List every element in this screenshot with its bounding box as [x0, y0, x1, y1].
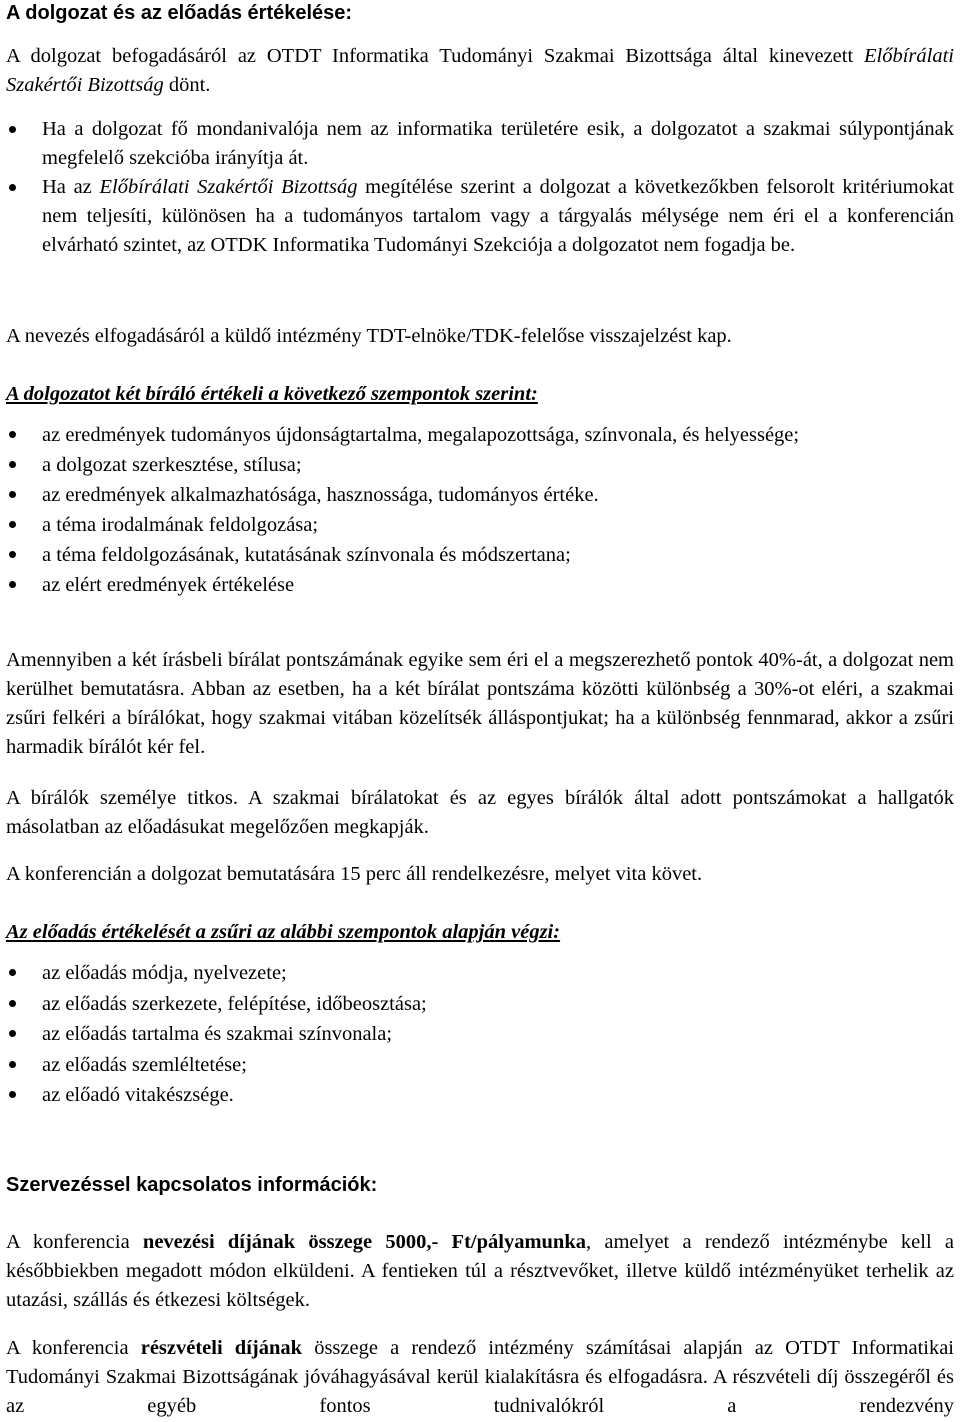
intro-text-a: A dolgozat befogadásáról az OTDT Informatika Tudományi Szakmai Bizottsága által kinevezett: [6, 45, 865, 67]
participation-text-a: A konferencia: [6, 1337, 141, 1359]
bullet-icon: [9, 184, 16, 191]
bullet-text: Ha a dolgozat fő mondanivalója nem az informatika területére esik, a dolgozatot a szakmai súlypontjának megfelelő szekcióba irányítja át.: [42, 118, 954, 169]
scoring-paragraph: Amennyiben a két írásbeli bírálat pontszámának egyike sem éri el a megszerezhető pontok 40%-át, a dolgozat nem kerülhet bemutatásra. Abban az esetben, ha a két bírálat pontszáma közötti különbség a 30%-ot eléri, a szakmai zsűri felkéri a bírálókat, hogy szakmai vitában közelítsék álláspontjukat; ha a különbség fennmarad, akkor a zsűri harmadik bírálót kér fel.: [6, 649, 954, 758]
criterion-text: a téma irodalmának feldolgozása;: [42, 514, 319, 536]
bullet-icon: [9, 126, 16, 133]
criterion-text: az eredmények tudományos újdonságtartalma, megalapozottsága, színvonala, és helyessége;: [42, 424, 800, 446]
criterion-text: az eredmények alkalmazhatósága, hasznossága, tudományos értéke.: [42, 484, 599, 506]
criterion-text: a dolgozat szerkesztése, stílusa;: [42, 454, 302, 476]
bullet-icon: [9, 491, 16, 498]
criterion-text: az elért eredmények értékelése: [42, 574, 295, 596]
fee-amount-text: nevezési díjának összege 5000,- Ft/pályamunka: [142, 1231, 586, 1253]
criterion-text: az előadás szerkezete, felépítése, időbeosztása;: [42, 992, 427, 1015]
bullet-icon: [9, 581, 16, 588]
criterion-text: a téma feldolgozásának, kutatásának színvonala és módszertana;: [42, 544, 571, 566]
criterion-text: az előadó vitakészsége.: [42, 1084, 234, 1106]
participation-fee-label: részvételi díjának: [140, 1337, 303, 1359]
criterion-text: az előadás tartalma és szakmai színvonala;: [42, 1023, 393, 1045]
presentation-criteria-heading: Az előadás értékelését a zsűri az alábbi szempontok alapján végzi:: [6, 921, 561, 943]
bullet-icon: [9, 1091, 16, 1098]
list-item: [6, 570, 954, 600]
list-item: [6, 958, 954, 989]
list-item: [6, 173, 954, 260]
list-item: [6, 540, 954, 570]
acceptance-paragraph: A nevezés elfogadásáról a küldő intézmény TDT-elnöke/TDK-felelőse visszajelzést kap.: [6, 325, 732, 347]
bullet-committee-name: Előbírálati Szakértői Bizottság: [99, 176, 358, 198]
list-item: [6, 450, 954, 480]
bullet-icon: [9, 431, 16, 438]
anonymity-paragraph: A bírálók személye titkos. A szakmai bírálatokat és az egyes bírálók által adott pontszámokat a hallgatók másolatban az előadásukat megelőzően megkapják.: [6, 787, 954, 838]
bullet-icon: [9, 1030, 16, 1037]
list-item: [6, 420, 954, 450]
list-item: [6, 480, 954, 510]
bullet-icon: [9, 521, 16, 528]
list-item: [6, 1019, 954, 1050]
intro-committee-name: Előbírálati Szakértői Bizottság: [6, 45, 954, 96]
bullet-icon: [9, 461, 16, 468]
bullet-text-a: Ha az: [42, 176, 100, 198]
review-criteria-heading: A dolgozatot két bíráló értékeli a következő szempontok szerint:: [6, 383, 538, 405]
time-limit-paragraph: A konferencián a dolgozat bemutatására 15 perc áll rendelkezésre, melyet vita követ.: [6, 863, 703, 885]
fee-text-b: , amelyet a rendező intézménybe kell a későbbiekben megadott módon elküldeni. A fentieken túl a résztvevőket, illetve küldő intézményüket terhelik az utazási, szállás és étkezesi költségek.: [6, 1231, 955, 1311]
review-criteria-list: [6, 420, 954, 600]
bullet-icon: [9, 1061, 16, 1068]
bullet-icon: [9, 969, 16, 976]
bullet-icon: [9, 551, 16, 558]
admission-bullet-list: [6, 115, 954, 260]
list-item: [6, 1050, 954, 1081]
participation-fee-paragraph: [6, 1334, 954, 1421]
list-item: [6, 1080, 954, 1111]
participation-text-b: összege a rendező intézmény számításai alapján az OTDT Informatikai Tudományi Szakmai Bizottságának jóváhagyásával kerül kialakításra és elfogadásra. A részvételi díj összegéről és az egyéb fontos tudnivalókról a rendezvény: [6, 1337, 955, 1417]
bullet-icon: [9, 1000, 16, 1007]
list-item: [6, 115, 954, 173]
list-item: [6, 989, 954, 1020]
criterion-text: az előadás szemléltetése;: [42, 1053, 247, 1076]
criterion-text: az előadás módja, nyelvezete;: [42, 962, 287, 984]
section-heading-evaluation: A dolgozat és az előadás értékelése:: [6, 2, 353, 24]
intro-paragraph: [6, 42, 954, 100]
registration-fee-paragraph: [6, 1228, 954, 1315]
list-item: [6, 510, 954, 540]
intro-text-b: dönt.: [163, 74, 211, 96]
section-heading-organization: Szervezéssel kapcsolatos információk:: [6, 1174, 378, 1196]
fee-text-a: A konferencia: [6, 1231, 143, 1253]
presentation-criteria-list: [6, 958, 954, 1111]
bullet-text-b: megítélése szerint a dolgozat a következőkben felsorolt kritériumokat nem teljesíti, különösen ha a tudományos tartalom vagy a tárgyalás mélysége nem éri el a konferencián elvárható szintet, az OTDK Informatika Tudományi Szekciója a dolgozatot nem fogadja be.: [42, 176, 955, 256]
